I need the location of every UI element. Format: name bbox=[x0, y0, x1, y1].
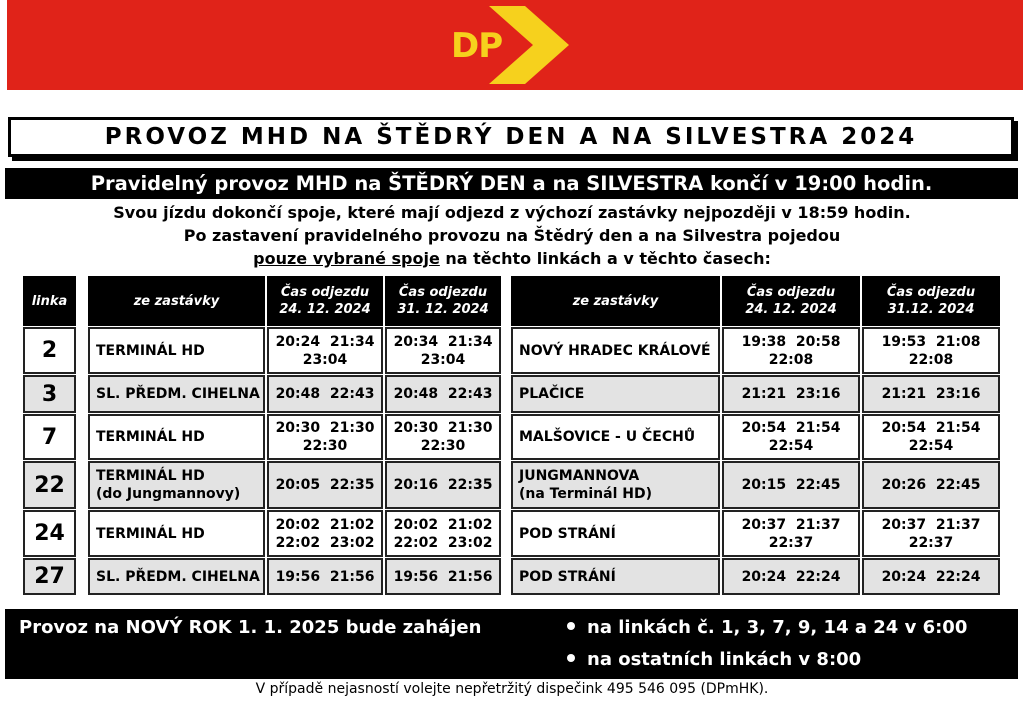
new-year-bar bbox=[5, 609, 1018, 679]
right-time-24-cell bbox=[722, 375, 860, 413]
right-stop-cell bbox=[511, 414, 720, 460]
cell-text-line: PLAČICE bbox=[519, 386, 585, 402]
right-time-31-cell bbox=[862, 510, 1000, 557]
left-stop-cell bbox=[88, 461, 265, 509]
cell-text-line: 19:38 20:58 bbox=[741, 333, 841, 350]
left-stop-cell bbox=[88, 414, 265, 460]
header-departure-24-right: Čas odjezdu 24. 12. 2024 bbox=[722, 276, 860, 326]
cell-text-line: 19:56 21:56 bbox=[275, 568, 375, 585]
cell-text-line: 21:21 23:16 bbox=[881, 386, 981, 402]
left-time-31-cell bbox=[385, 375, 501, 413]
left-time-24-cell bbox=[267, 510, 383, 557]
line-number-cell: 22 bbox=[23, 461, 76, 509]
bullet-icon bbox=[567, 654, 575, 662]
info-line-2: Po zastavení pravidelného provozu na Štědrý den a na Silvestra pojedou bbox=[183, 226, 841, 245]
right-time-31-cell bbox=[862, 375, 1000, 413]
cell-text-line: 19:56 21:56 bbox=[393, 568, 493, 585]
left-time-24-cell bbox=[267, 375, 383, 413]
cell-text-line: (do Jungmannovy) bbox=[96, 486, 241, 502]
subtitle-bar: Pravidelný provoz MHD na ŠTĚDRÝ DEN a na SILVESTRA končí v 19:00 hodin. bbox=[5, 168, 1018, 199]
cell-text-line: NOVÝ HRADEC KRÁLOVÉ bbox=[519, 342, 711, 359]
cell-text-line: 22:08 bbox=[908, 351, 954, 368]
left-time-24-cell bbox=[267, 327, 383, 374]
new-year-lead: Provoz na NOVÝ ROK 1. 1. 2025 bude zahájen bbox=[19, 617, 482, 638]
right-stop-cell bbox=[511, 510, 720, 557]
right-time-24-cell bbox=[722, 461, 860, 509]
left-time-31-cell bbox=[385, 327, 501, 374]
line-number-cell: 24 bbox=[23, 510, 76, 557]
cell-text-line: POD STRÁNÍ bbox=[519, 568, 616, 585]
header-departure-31-right: Čas odjezdu 31.12. 2024 bbox=[862, 276, 1000, 326]
cell-text-line: 23:04 bbox=[420, 351, 466, 368]
cell-text-line: 22:37 bbox=[768, 534, 814, 551]
left-time-24-cell bbox=[267, 414, 383, 460]
cell-text-line: 22:02 23:02 bbox=[275, 534, 375, 551]
cell-text-line: 20:02 21:02 bbox=[393, 516, 493, 533]
cell-text-line: 20:48 22:43 bbox=[275, 386, 375, 402]
line-number-cell: 7 bbox=[23, 414, 76, 460]
header-stop-right: ze zastávky bbox=[511, 276, 720, 326]
cell-text-line: 19:53 21:08 bbox=[881, 333, 981, 350]
left-time-31-cell bbox=[385, 414, 501, 460]
info-line-3-rest: na těchto linkách a v těchto časech: bbox=[439, 249, 771, 268]
cell-text-line: 20:02 21:02 bbox=[275, 516, 375, 533]
cell-text-line: (na Terminál HD) bbox=[519, 486, 652, 502]
cell-text-line: 20:24 21:34 bbox=[275, 333, 375, 350]
right-time-24-cell bbox=[722, 327, 860, 374]
right-time-31-cell bbox=[862, 558, 1000, 595]
cell-text-line: 20:30 21:30 bbox=[275, 420, 375, 436]
cell-text-line: 20:24 22:24 bbox=[881, 568, 981, 585]
cell-text-line: 20:16 22:35 bbox=[393, 477, 493, 493]
cell-text-line: 20:34 21:34 bbox=[393, 333, 493, 350]
top-banner bbox=[7, 0, 1023, 90]
header-line: linka bbox=[23, 276, 76, 326]
new-year-item-2: na ostatních linkách v 8:00 bbox=[567, 649, 861, 670]
cell-text-line: TERMINÁL HD bbox=[96, 525, 205, 542]
right-time-24-cell bbox=[722, 414, 860, 460]
cell-text-line: 21:21 23:16 bbox=[741, 386, 841, 402]
left-time-31-cell bbox=[385, 558, 501, 595]
cell-text-line: 20:30 21:30 bbox=[393, 420, 493, 436]
cell-text-line: TERMINÁL HD bbox=[96, 429, 205, 445]
cell-text-line: 20:05 22:35 bbox=[275, 477, 375, 493]
cell-text-line: 20:24 22:24 bbox=[741, 568, 841, 585]
cell-text-line: 22:02 23:02 bbox=[393, 534, 493, 551]
cell-text-line: TERMINÁL HD bbox=[96, 342, 205, 359]
cell-text-line: 20:54 21:54 bbox=[881, 420, 981, 436]
left-time-31-cell bbox=[385, 510, 501, 557]
cell-text-line: 20:26 22:45 bbox=[881, 477, 981, 493]
cell-text-line: 22:08 bbox=[768, 351, 814, 368]
right-stop-cell bbox=[511, 558, 720, 595]
left-stop-cell bbox=[88, 327, 265, 374]
right-stop-cell bbox=[511, 375, 720, 413]
header-departure-31-left: Čas odjezdu 31. 12. 2024 bbox=[385, 276, 501, 326]
info-line-1: Svou jízdu dokončí spoje, které mají odjezd z výchozí zastávky nejpozději v 18:59 hodin. bbox=[113, 203, 911, 222]
left-stop-cell bbox=[88, 558, 265, 595]
cell-text-line: MALŠOVICE - U ČECHŮ bbox=[519, 429, 696, 445]
dp-arrow-logo-icon bbox=[451, 6, 571, 84]
cell-text-line: 22:54 bbox=[908, 438, 954, 454]
left-time-24-cell bbox=[267, 461, 383, 509]
right-time-24-cell bbox=[722, 558, 860, 595]
cell-text-line: 22:30 bbox=[420, 438, 466, 454]
right-time-24-cell bbox=[722, 510, 860, 557]
cell-text-line: SL. PŘEDM. CIHELNA bbox=[96, 386, 260, 402]
new-year-item-1: na linkách č. 1, 3, 7, 9, 14 a 24 v 6:00 bbox=[567, 617, 967, 638]
left-time-24-cell bbox=[267, 558, 383, 595]
right-stop-cell bbox=[511, 327, 720, 374]
cell-text-line: 23:04 bbox=[302, 351, 348, 368]
right-time-31-cell bbox=[862, 327, 1000, 374]
cell-text-line: 20:15 22:45 bbox=[741, 477, 841, 493]
header-stop-left: ze zastávky bbox=[88, 276, 265, 326]
page-title: PROVOZ MHD NA ŠTĚDRÝ DEN A NA SILVESTRA 2024 bbox=[8, 117, 1014, 157]
cell-text-line: TERMINÁL HD bbox=[96, 468, 205, 484]
right-time-31-cell bbox=[862, 461, 1000, 509]
line-number-cell: 2 bbox=[23, 327, 76, 374]
footer-contact: V případě nejasností volejte nepřetržitý dispečink 495 546 095 (DPmHK). bbox=[255, 681, 769, 697]
line-number-cell: 3 bbox=[23, 375, 76, 413]
info-line-3 bbox=[0, 249, 1024, 268]
cell-text-line: 20:54 21:54 bbox=[741, 420, 841, 436]
logo-text: DP bbox=[451, 26, 503, 66]
cell-text-line: 22:30 bbox=[302, 438, 348, 454]
left-time-31-cell bbox=[385, 461, 501, 509]
bullet-icon bbox=[567, 622, 575, 630]
cell-text-line: JUNGMANNOVA bbox=[519, 468, 640, 484]
left-stop-cell bbox=[88, 375, 265, 413]
cell-text-line: 20:37 21:37 bbox=[741, 516, 841, 533]
right-time-31-cell bbox=[862, 414, 1000, 460]
line-number-cell: 27 bbox=[23, 558, 76, 595]
cell-text-line: SL. PŘEDM. CIHELNA bbox=[96, 568, 260, 585]
cell-text-line: 22:37 bbox=[908, 534, 954, 551]
header-departure-24-left: Čas odjezdu 24. 12. 2024 bbox=[267, 276, 383, 326]
cell-text-line: 20:48 22:43 bbox=[393, 386, 493, 402]
right-stop-cell bbox=[511, 461, 720, 509]
left-stop-cell bbox=[88, 510, 265, 557]
cell-text-line: 22:54 bbox=[768, 438, 814, 454]
cell-text-line: 20:37 21:37 bbox=[881, 516, 981, 533]
cell-text-line: POD STRÁNÍ bbox=[519, 525, 616, 542]
info-underlined-text: pouze vybrané spoje bbox=[253, 249, 440, 268]
